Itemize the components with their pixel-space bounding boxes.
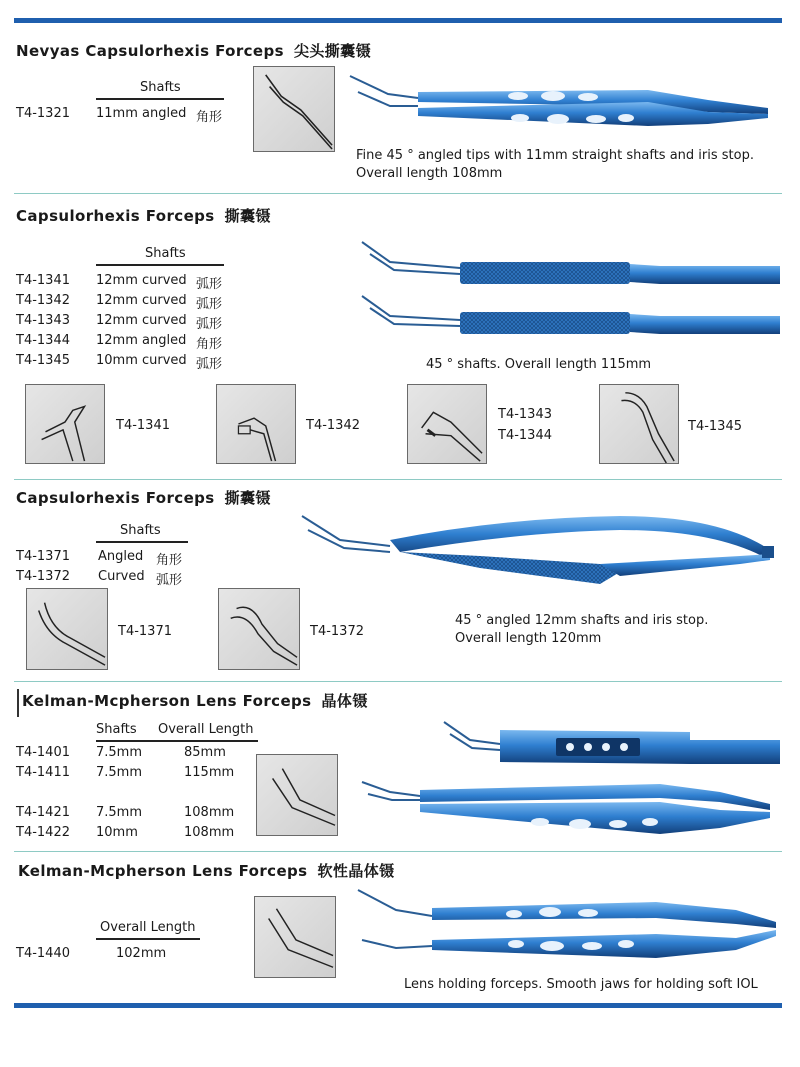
tip-detail-thumbnail [253, 66, 335, 152]
product-code: T4-1440 [16, 946, 70, 961]
section-divider [14, 681, 782, 682]
section-title: Nevyas Capsulorhexis Forceps 尖头撕囊镊 [16, 42, 371, 60]
column-header-length: Overall Length [158, 722, 254, 737]
product-code: T4-1421 [16, 805, 70, 820]
shaft-spec: 12mm curved [96, 273, 187, 288]
tip-detail-thumbnail [216, 384, 296, 464]
shaft-spec-cn: 弧形 [156, 573, 183, 588]
section-title: Capsulorhexis Forceps 撕囊镊 [16, 489, 271, 507]
tip-detail-thumbnail [407, 384, 487, 464]
column-header-length: Overall Length [100, 920, 196, 935]
instrument-image [348, 72, 780, 134]
tip-detail-thumbnail [25, 384, 105, 464]
shaft-spec-cn: 角形 [196, 337, 223, 352]
shaft-spec-cn: 弧形 [196, 277, 223, 292]
section-divider [14, 479, 782, 480]
product-code: T4-1422 [16, 825, 70, 840]
header-underline [96, 98, 224, 100]
tip-detail-thumbnail [254, 896, 336, 978]
header-underline [96, 740, 258, 742]
shaft-spec: 11mm angled [96, 106, 187, 121]
shaft-spec: Angled [98, 549, 144, 564]
shaft-spec: 10mm [96, 825, 138, 840]
length-spec: 102mm [116, 946, 167, 961]
length-spec: 85mm [184, 745, 226, 760]
product-code: T4-1372 [16, 569, 70, 584]
shaft-spec: 7.5mm [96, 805, 143, 820]
bottom-accent-bar [14, 1003, 782, 1008]
section-title: Kelman-Mcpherson Lens Forceps 软性晶体镊 [18, 862, 395, 880]
product-code: T4-1342 [16, 293, 70, 308]
product-code: T4-1345 [16, 353, 70, 368]
product-description: Fine 45 ° angled tips with 11mm straight shafts and iris stop. Overall length 108mm [356, 148, 754, 181]
section-title: Capsulorhexis Forceps 撕囊镊 [16, 207, 271, 225]
shaft-spec-cn: 弧形 [196, 357, 223, 372]
column-header-shafts: Shafts [140, 80, 181, 95]
header-underline [96, 264, 224, 266]
top-accent-bar [14, 18, 782, 23]
length-spec: 108mm [184, 825, 235, 840]
shaft-spec: 12mm curved [96, 313, 187, 328]
section-divider [14, 193, 782, 194]
shaft-spec: 7.5mm [96, 745, 143, 760]
section-divider [14, 851, 782, 852]
tip-detail-thumbnail [599, 384, 679, 464]
product-code: T4-1411 [16, 765, 70, 780]
shaft-spec-cn: 弧形 [196, 317, 223, 332]
product-description: Lens holding forceps. Smooth jaws for holding soft IOL [404, 977, 758, 992]
instrument-image [360, 718, 782, 846]
product-code: T4-1371 [16, 549, 70, 564]
product-description: 45 ° angled 12mm shafts and iris stop. Overall length 120mm [455, 613, 709, 646]
product-description: 45 ° shafts. Overall length 115mm [426, 357, 652, 372]
section-title: Kelman-Mcpherson Lens Forceps 晶体镊 [22, 692, 368, 710]
shaft-spec: 12mm curved [96, 293, 187, 308]
thumbnail-label: T4-1341 [116, 418, 170, 433]
thumbnail-label: T4-1343 [498, 407, 552, 422]
shaft-spec-cn: 角形 [196, 110, 223, 125]
instrument-image [356, 886, 782, 970]
thumbnail-label: T4-1342 [306, 418, 360, 433]
instrument-image [300, 512, 782, 598]
tip-detail-thumbnail [256, 754, 338, 836]
product-code: T4-1321 [16, 106, 70, 121]
thumbnail-label: T4-1372 [310, 624, 364, 639]
shaft-spec: 10mm curved [96, 353, 187, 368]
tip-detail-thumbnail [218, 588, 300, 670]
tip-detail-thumbnail [26, 588, 108, 670]
product-code: T4-1401 [16, 745, 70, 760]
shaft-spec-cn: 角形 [156, 553, 183, 568]
shaft-spec: Curved [98, 569, 145, 584]
thumbnail-label: T4-1371 [118, 624, 172, 639]
section-marker [17, 689, 19, 717]
length-spec: 115mm [184, 765, 235, 780]
product-code: T4-1344 [16, 333, 70, 348]
shaft-spec: 12mm angled [96, 333, 187, 348]
thumbnail-label: T4-1345 [688, 419, 742, 434]
header-underline [96, 938, 200, 940]
column-header-shafts: Shafts [145, 246, 186, 261]
shaft-spec: 7.5mm [96, 765, 143, 780]
length-spec: 108mm [184, 805, 235, 820]
header-underline [96, 541, 188, 543]
column-header-shafts: Shafts [120, 523, 161, 538]
column-header-shafts: Shafts [96, 722, 137, 737]
shaft-spec-cn: 弧形 [196, 297, 223, 312]
product-code: T4-1341 [16, 273, 70, 288]
product-code: T4-1343 [16, 313, 70, 328]
instrument-image [360, 236, 782, 346]
thumbnail-label: T4-1344 [498, 428, 552, 443]
